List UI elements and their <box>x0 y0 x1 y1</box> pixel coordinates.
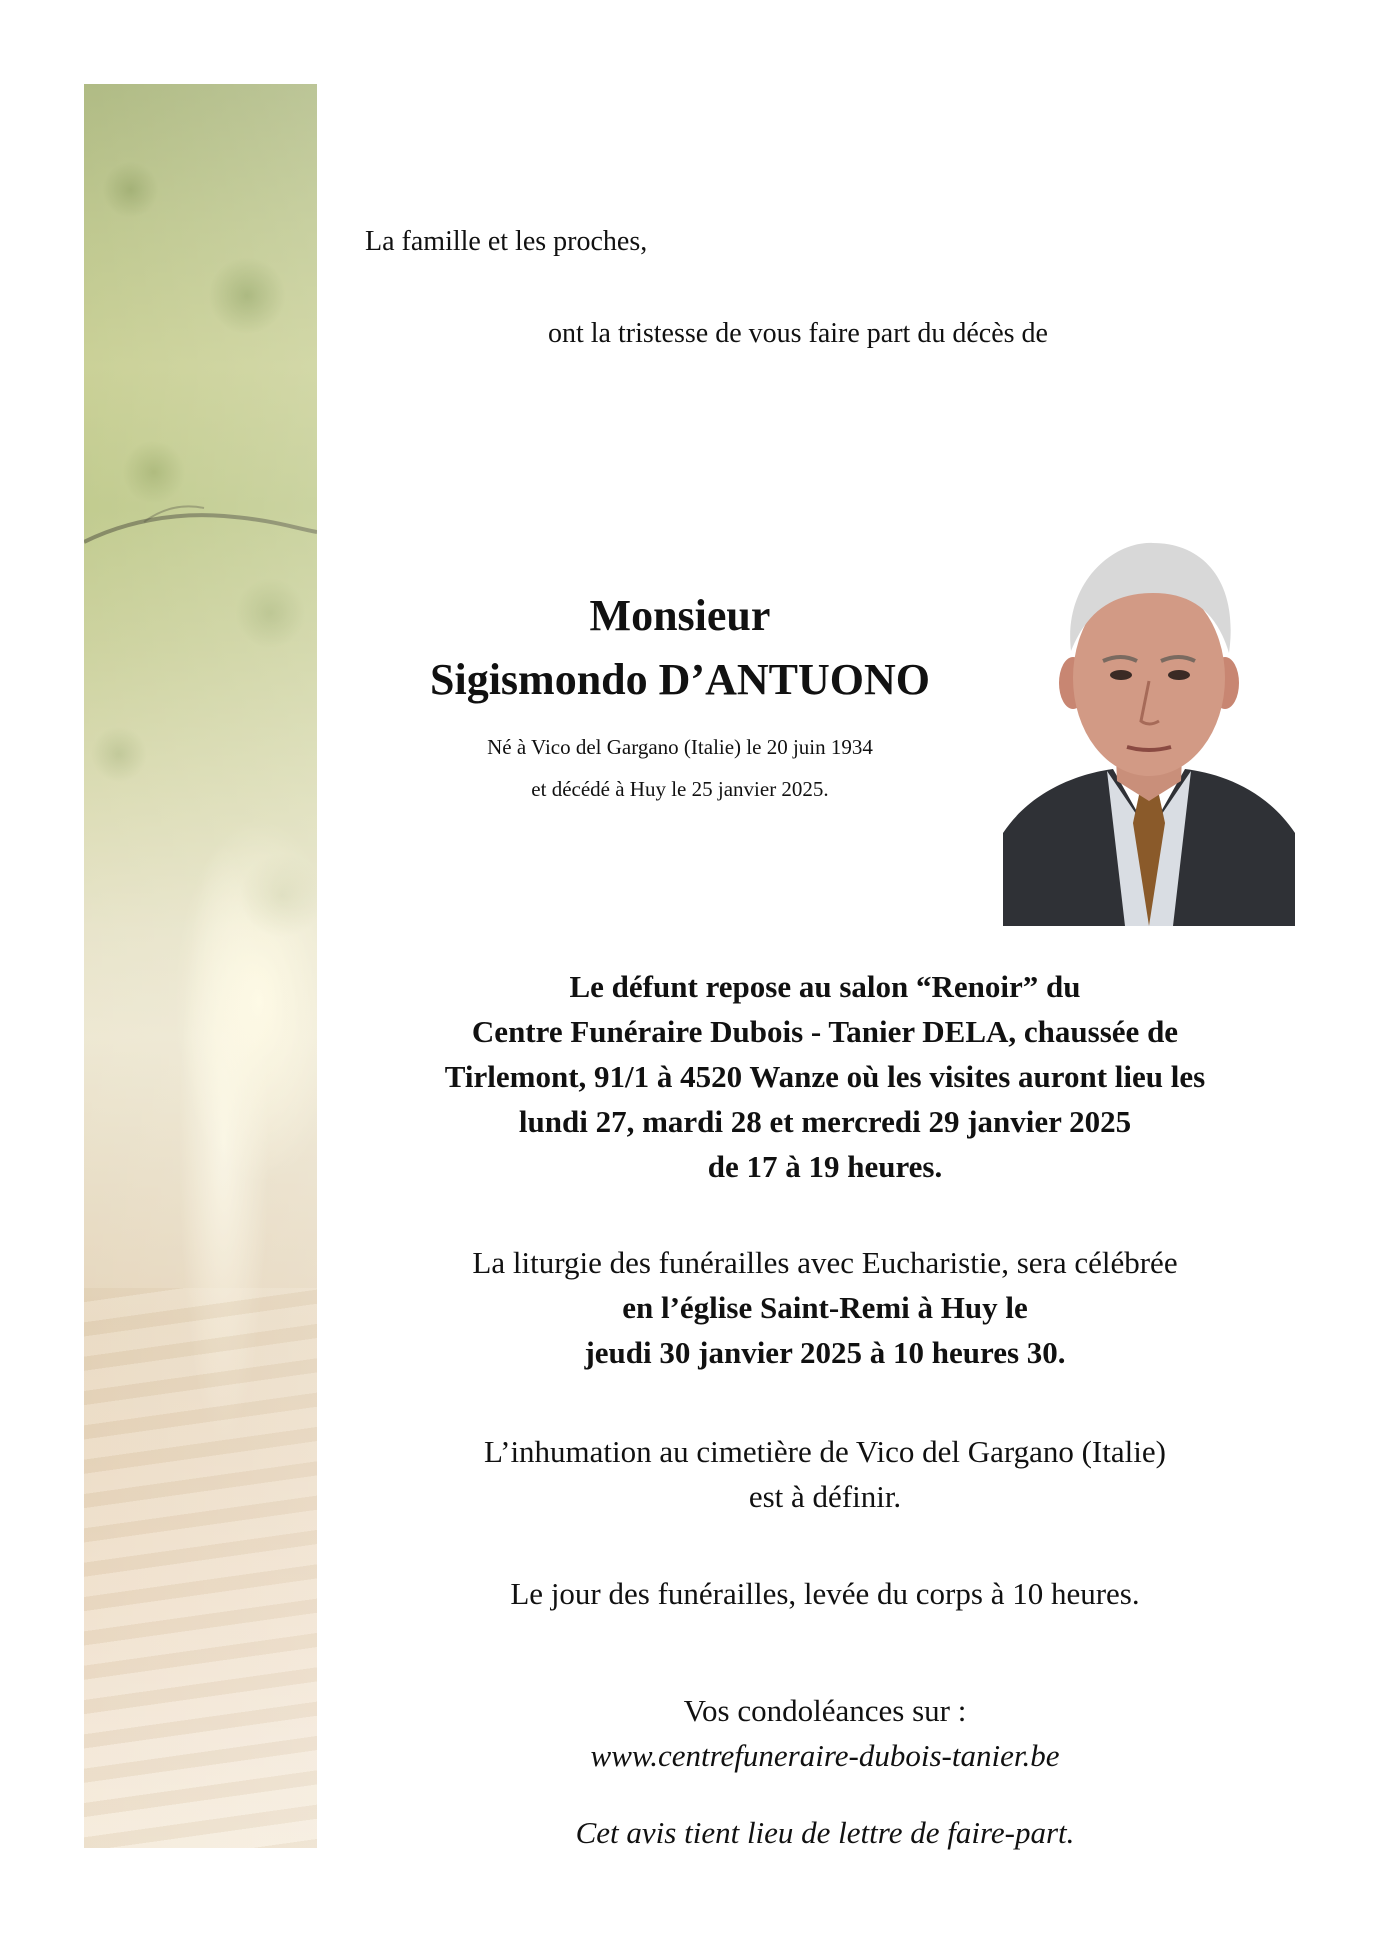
burial-section <box>360 1429 1290 1519</box>
deceased-name: Sigismondo D’ANTUONO <box>430 655 930 704</box>
deceased-title: Monsieur <box>589 591 771 640</box>
levee-line: Le jour des funérailles, levée du corps à 10 heures. <box>510 1576 1140 1611</box>
condolences-website-link[interactable]: www.centrefuneraire-dubois-tanier.be <box>590 1738 1060 1773</box>
portrait-illustration <box>1003 533 1295 926</box>
portrait-photo <box>1003 533 1295 926</box>
intro-family-line: La famille et les proches, <box>365 226 648 257</box>
condolences-label: Vos condoléances sur : <box>683 1693 967 1728</box>
notice-text: Cet avis tient lieu de lettre de faire-part. <box>575 1815 1075 1850</box>
burial-line-2: est à définir. <box>748 1479 902 1514</box>
condolences-section <box>360 1688 1290 1778</box>
liturgy-line-2: en l’église Saint-Remi à Huy le <box>622 1290 1028 1325</box>
visits-line-3: Tirlemont, 91/1 à 4520 Wanze où les visites auront lieu les <box>444 1059 1206 1094</box>
visits-line-2: Centre Funéraire Dubois - Tanier DELA, chaussée de <box>471 1014 1179 1049</box>
light-haze <box>84 84 317 1848</box>
visits-line-4: lundi 27, mardi 28 et mercredi 29 janvier 2025 <box>518 1104 1132 1139</box>
death-line: et décédé à Huy le 25 janvier 2025. <box>531 777 829 801</box>
liturgy-section <box>360 1240 1290 1375</box>
liturgy-line-3: jeudi 30 janvier 2025 à 10 heures 30. <box>584 1335 1066 1370</box>
visits-line-1: Le défunt repose au salon “Renoir” du <box>569 969 1081 1004</box>
liturgy-line-1: La liturgie des funérailles avec Eucharistie, sera célébrée <box>472 1245 1178 1280</box>
birth-line: Né à Vico del Gargano (Italie) le 20 juin 1934 <box>487 735 873 759</box>
intro-announcement-line: ont la tristesse de vous faire part du décès de <box>548 318 1048 349</box>
visits-line-5: de 17 à 19 heures. <box>707 1149 943 1184</box>
life-dates <box>360 726 1000 810</box>
levee-section <box>360 1571 1290 1616</box>
deceased-name-block <box>360 584 1000 810</box>
burial-line-1: L’inhumation au cimetière de Vico del Gargano (Italie) <box>484 1434 1166 1469</box>
forest-path-image <box>84 84 317 1848</box>
visits-section <box>360 964 1290 1189</box>
